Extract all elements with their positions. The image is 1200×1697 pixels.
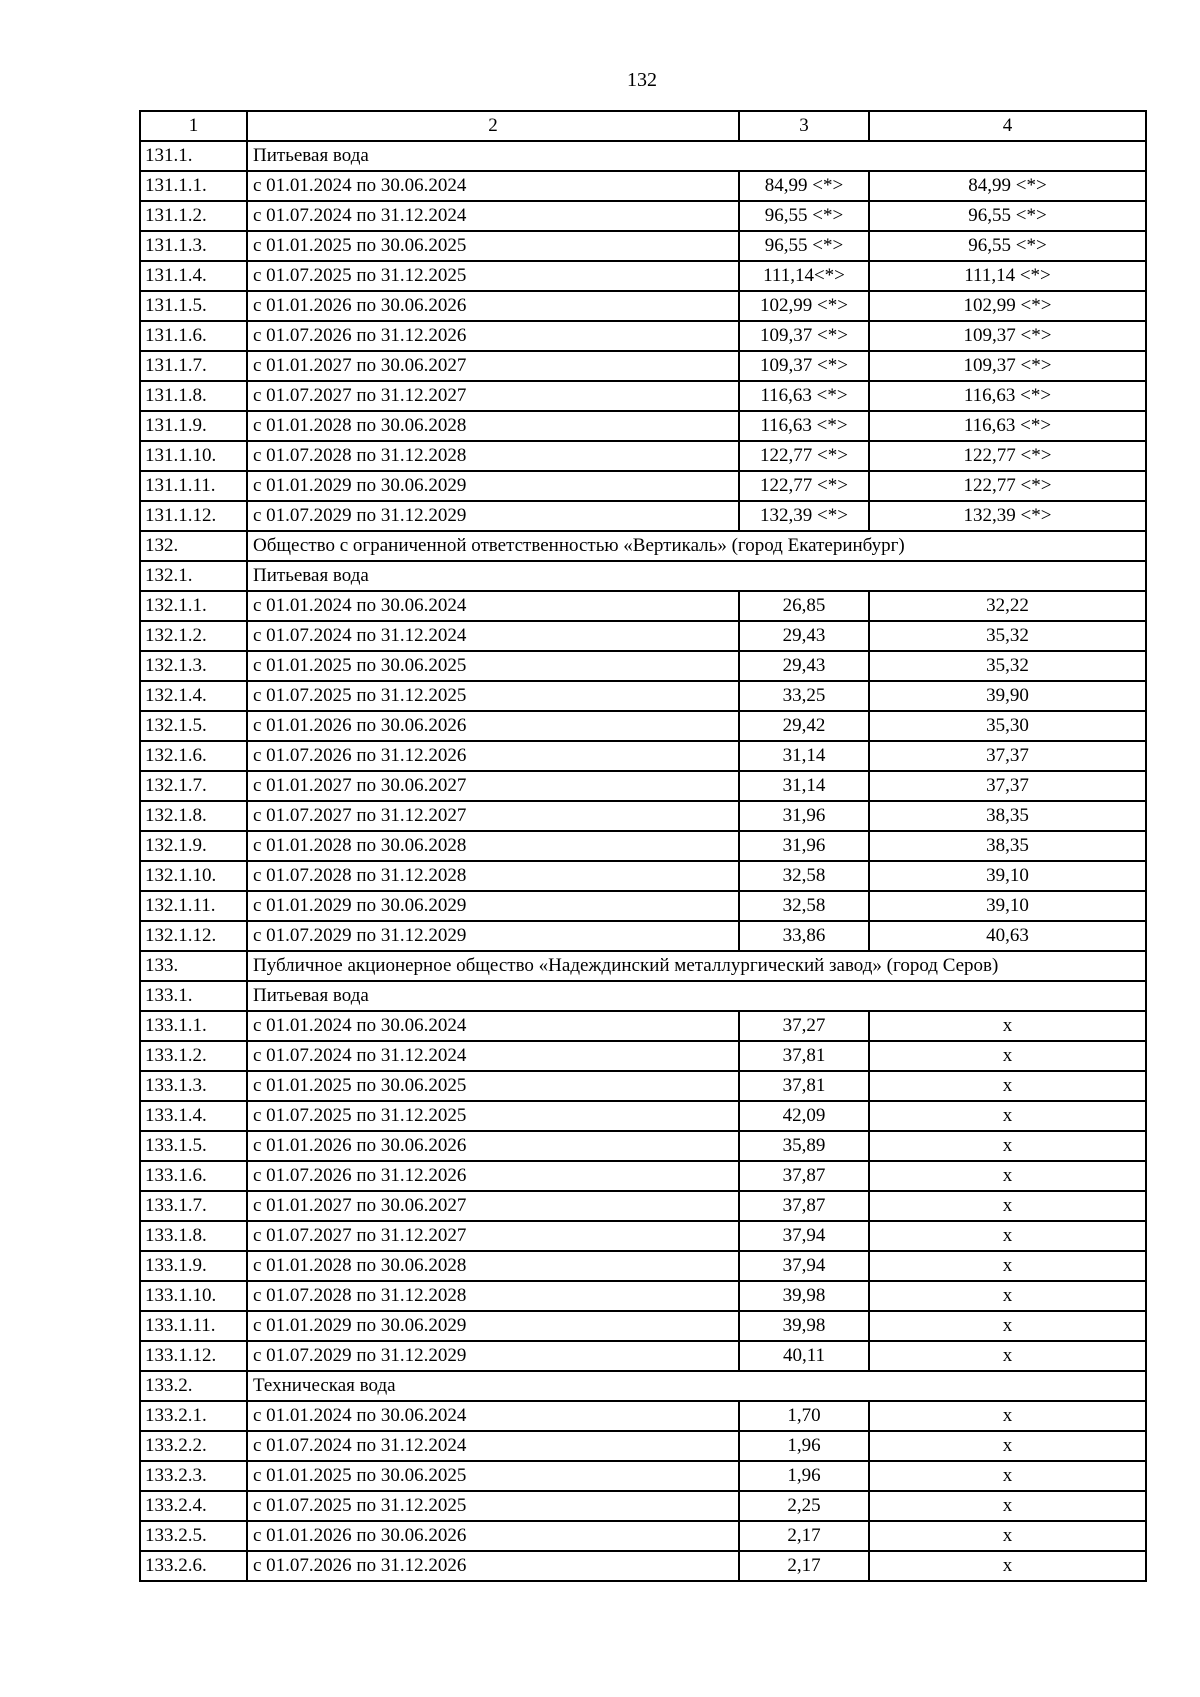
data-row (140, 651, 1146, 681)
period-cell: с 01.07.2024 по 31.12.2024 (247, 1041, 739, 1071)
tariff-value-cell-3: 132,39 <*> (739, 501, 869, 531)
data-row (140, 921, 1146, 951)
period-cell: с 01.01.2028 по 30.06.2028 (247, 831, 739, 861)
row-number-cell: 133.1.7. (140, 1191, 247, 1221)
period-cell: с 01.01.2025 по 30.06.2025 (247, 1071, 739, 1101)
tariff-value-cell-4: х (869, 1011, 1146, 1041)
data-row (140, 621, 1146, 651)
period-cell: с 01.07.2024 по 31.12.2024 (247, 201, 739, 231)
data-row (140, 1101, 1146, 1131)
row-number-cell: 133.2.3. (140, 1461, 247, 1491)
data-row (140, 1551, 1146, 1581)
period-cell: с 01.07.2027 по 31.12.2027 (247, 381, 739, 411)
row-number-cell: 131.1.11. (140, 471, 247, 501)
row-number-cell: 132.1.1. (140, 591, 247, 621)
row-number-cell: 133.1.3. (140, 1071, 247, 1101)
period-cell: с 01.07.2025 по 31.12.2025 (247, 261, 739, 291)
period-cell: с 01.07.2025 по 31.12.2025 (247, 681, 739, 711)
tariff-value-cell-4: х (869, 1431, 1146, 1461)
period-cell: с 01.07.2025 по 31.12.2025 (247, 1491, 739, 1521)
data-row (140, 351, 1146, 381)
section-title-cell: Техническая вода (247, 1371, 1146, 1401)
row-number-cell: 132.1.2. (140, 621, 247, 651)
tariff-value-cell-4: х (869, 1251, 1146, 1281)
tariff-value-cell-4: х (869, 1191, 1146, 1221)
data-row (140, 741, 1146, 771)
row-number-cell: 133.2.4. (140, 1491, 247, 1521)
data-row (140, 201, 1146, 231)
section-title-cell: Общество с ограниченной ответственностью «Вертикаль» (город Екатеринбург) (247, 531, 1146, 561)
tariff-value-cell-4: 39,10 (869, 861, 1146, 891)
period-cell: с 01.01.2027 по 30.06.2027 (247, 351, 739, 381)
data-row (140, 1491, 1146, 1521)
period-cell: с 01.01.2029 по 30.06.2029 (247, 891, 739, 921)
tariff-value-cell-4: 35,32 (869, 651, 1146, 681)
data-row (140, 681, 1146, 711)
row-number-cell: 132.1.11. (140, 891, 247, 921)
tariff-value-cell-4: х (869, 1281, 1146, 1311)
table-header-row (140, 111, 1146, 141)
period-cell: с 01.01.2026 по 30.06.2026 (247, 291, 739, 321)
period-cell: с 01.07.2028 по 31.12.2028 (247, 1281, 739, 1311)
tariff-value-cell-3: 37,94 (739, 1251, 869, 1281)
row-number-cell: 131.1.4. (140, 261, 247, 291)
tariff-value-cell-3: 2,17 (739, 1551, 869, 1581)
section-row (140, 561, 1146, 591)
tariff-value-cell-4: х (869, 1401, 1146, 1431)
period-cell: с 01.07.2029 по 31.12.2029 (247, 921, 739, 951)
data-row (140, 1521, 1146, 1551)
tariff-value-cell-4: 132,39 <*> (869, 501, 1146, 531)
row-number-cell: 132.1.4. (140, 681, 247, 711)
period-cell: с 01.01.2024 по 30.06.2024 (247, 1011, 739, 1041)
tariff-value-cell-4: х (869, 1041, 1146, 1071)
tariff-value-cell-3: 31,96 (739, 801, 869, 831)
row-number-cell: 132.1.10. (140, 861, 247, 891)
period-cell: с 01.07.2025 по 31.12.2025 (247, 1101, 739, 1131)
tariff-value-cell-3: 33,86 (739, 921, 869, 951)
period-cell: с 01.01.2025 по 30.06.2025 (247, 1461, 739, 1491)
period-cell: с 01.07.2024 по 31.12.2024 (247, 621, 739, 651)
period-cell: с 01.07.2026 по 31.12.2026 (247, 741, 739, 771)
tariff-value-cell-4: 84,99 <*> (869, 171, 1146, 201)
period-cell: с 01.01.2026 по 30.06.2026 (247, 1131, 739, 1161)
row-number-cell: 133.1.5. (140, 1131, 247, 1161)
data-row (140, 801, 1146, 831)
tariff-value-cell-3: 42,09 (739, 1101, 869, 1131)
tariff-value-cell-4: 35,32 (869, 621, 1146, 651)
tariff-value-cell-4: 109,37 <*> (869, 351, 1146, 381)
row-number-cell: 131.1.10. (140, 441, 247, 471)
column-header-4: 4 (869, 111, 1146, 141)
row-number-cell: 132. (140, 531, 247, 561)
tariff-value-cell-4: х (869, 1161, 1146, 1191)
period-cell: с 01.01.2026 по 30.06.2026 (247, 1521, 739, 1551)
tariff-value-cell-4: 116,63 <*> (869, 381, 1146, 411)
tariff-value-cell-3: 96,55 <*> (739, 231, 869, 261)
tariff-value-cell-4: 122,77 <*> (869, 441, 1146, 471)
data-row (140, 381, 1146, 411)
tariff-value-cell-3: 37,27 (739, 1011, 869, 1041)
tariff-value-cell-4: х (869, 1491, 1146, 1521)
row-number-cell: 133.1.10. (140, 1281, 247, 1311)
tariff-value-cell-3: 37,81 (739, 1071, 869, 1101)
row-number-cell: 133.2. (140, 1371, 247, 1401)
row-number-cell: 131.1.3. (140, 231, 247, 261)
tariff-value-cell-3: 96,55 <*> (739, 201, 869, 231)
data-row (140, 711, 1146, 741)
tariff-value-cell-4: 122,77 <*> (869, 471, 1146, 501)
tariff-value-cell-4: х (869, 1551, 1146, 1581)
tariff-value-cell-4: 39,10 (869, 891, 1146, 921)
tariff-value-cell-4: 102,99 <*> (869, 291, 1146, 321)
data-row (140, 321, 1146, 351)
period-cell: с 01.07.2026 по 31.12.2026 (247, 1551, 739, 1581)
section-row (140, 981, 1146, 1011)
row-number-cell: 133.1.4. (140, 1101, 247, 1131)
data-row (140, 1131, 1146, 1161)
tariff-value-cell-4: 111,14 <*> (869, 261, 1146, 291)
tariff-value-cell-4: 116,63 <*> (869, 411, 1146, 441)
row-number-cell: 133. (140, 951, 247, 981)
data-row (140, 231, 1146, 261)
section-title-cell: Питьевая вода (247, 981, 1146, 1011)
row-number-cell: 131.1.9. (140, 411, 247, 441)
section-title-cell: Питьевая вода (247, 561, 1146, 591)
period-cell: с 01.07.2028 по 31.12.2028 (247, 861, 739, 891)
tariff-value-cell-4: х (869, 1341, 1146, 1371)
data-row (140, 861, 1146, 891)
data-row (140, 771, 1146, 801)
data-row (140, 1221, 1146, 1251)
data-row (140, 831, 1146, 861)
row-number-cell: 132.1.3. (140, 651, 247, 681)
tariff-value-cell-4: 96,55 <*> (869, 201, 1146, 231)
tariff-value-cell-3: 37,87 (739, 1191, 869, 1221)
tariff-value-cell-4: х (869, 1521, 1146, 1551)
row-number-cell: 131.1. (140, 141, 247, 171)
data-row (140, 1281, 1146, 1311)
tariff-value-cell-4: 37,37 (869, 741, 1146, 771)
tariff-value-cell-3: 31,14 (739, 741, 869, 771)
row-number-cell: 133.2.1. (140, 1401, 247, 1431)
data-row (140, 591, 1146, 621)
row-number-cell: 133.1.1. (140, 1011, 247, 1041)
tariff-value-cell-3: 37,87 (739, 1161, 869, 1191)
tariff-value-cell-4: 38,35 (869, 801, 1146, 831)
row-number-cell: 132.1.8. (140, 801, 247, 831)
row-number-cell: 133.1.8. (140, 1221, 247, 1251)
row-number-cell: 131.1.1. (140, 171, 247, 201)
tariff-value-cell-4: х (869, 1221, 1146, 1251)
column-header-3: 3 (739, 111, 869, 141)
tariff-value-cell-3: 31,96 (739, 831, 869, 861)
tariff-value-cell-4: х (869, 1131, 1146, 1161)
data-row (140, 501, 1146, 531)
tariff-value-cell-4: 35,30 (869, 711, 1146, 741)
data-row (140, 1461, 1146, 1491)
row-number-cell: 131.1.5. (140, 291, 247, 321)
data-row (140, 441, 1146, 471)
tariff-value-cell-4: 39,90 (869, 681, 1146, 711)
period-cell: с 01.01.2029 по 30.06.2029 (247, 1311, 739, 1341)
tariff-value-cell-4: 109,37 <*> (869, 321, 1146, 351)
period-cell: с 01.07.2028 по 31.12.2028 (247, 441, 739, 471)
tariff-value-cell-3: 1,96 (739, 1431, 869, 1461)
section-title-cell: Питьевая вода (247, 141, 1146, 171)
row-number-cell: 132.1.6. (140, 741, 247, 771)
data-row (140, 891, 1146, 921)
period-cell: с 01.01.2024 по 30.06.2024 (247, 591, 739, 621)
column-header-2: 2 (247, 111, 739, 141)
row-number-cell: 133.2.6. (140, 1551, 247, 1581)
period-cell: с 01.01.2028 по 30.06.2028 (247, 411, 739, 441)
period-cell: с 01.01.2026 по 30.06.2026 (247, 711, 739, 741)
row-number-cell: 131.1.2. (140, 201, 247, 231)
table-body (140, 141, 1146, 1581)
data-row (140, 1251, 1146, 1281)
row-number-cell: 132.1. (140, 561, 247, 591)
tariff-value-cell-4: 37,37 (869, 771, 1146, 801)
row-number-cell: 131.1.8. (140, 381, 247, 411)
period-cell: с 01.07.2027 по 31.12.2027 (247, 801, 739, 831)
period-cell: с 01.07.2026 по 31.12.2026 (247, 1161, 739, 1191)
row-number-cell: 133.2.5. (140, 1521, 247, 1551)
tariff-value-cell-3: 29,42 (739, 711, 869, 741)
tariff-value-cell-3: 1,96 (739, 1461, 869, 1491)
tariff-value-cell-4: 38,35 (869, 831, 1146, 861)
tariff-value-cell-3: 33,25 (739, 681, 869, 711)
tariff-value-cell-3: 29,43 (739, 621, 869, 651)
data-row (140, 261, 1146, 291)
row-number-cell: 133.1.12. (140, 1341, 247, 1371)
row-number-cell: 133.1.11. (140, 1311, 247, 1341)
data-row (140, 1401, 1146, 1431)
data-row (140, 471, 1146, 501)
period-cell: с 01.07.2026 по 31.12.2026 (247, 321, 739, 351)
tariff-value-cell-4: 32,22 (869, 591, 1146, 621)
data-row (140, 171, 1146, 201)
period-cell: с 01.07.2024 по 31.12.2024 (247, 1431, 739, 1461)
period-cell: с 01.01.2029 по 30.06.2029 (247, 471, 739, 501)
row-number-cell: 133.2.2. (140, 1431, 247, 1461)
period-cell: с 01.01.2027 по 30.06.2027 (247, 1191, 739, 1221)
tariff-value-cell-3: 102,99 <*> (739, 291, 869, 321)
page-number: 132 (627, 69, 657, 91)
tariff-value-cell-3: 39,98 (739, 1281, 869, 1311)
row-number-cell: 133.1. (140, 981, 247, 1011)
section-title-cell: Публичное акционерное общество «Надеждинский металлургический завод» (город Серов) (247, 951, 1146, 981)
row-number-cell: 133.1.9. (140, 1251, 247, 1281)
data-row (140, 1041, 1146, 1071)
row-number-cell: 131.1.6. (140, 321, 247, 351)
section-row (140, 1371, 1146, 1401)
tariff-value-cell-3: 37,94 (739, 1221, 869, 1251)
tariff-value-cell-3: 116,63 <*> (739, 381, 869, 411)
row-number-cell: 131.1.7. (140, 351, 247, 381)
period-cell: с 01.07.2029 по 31.12.2029 (247, 1341, 739, 1371)
tariff-table (139, 110, 1147, 1582)
tariff-value-cell-4: х (869, 1101, 1146, 1131)
row-number-cell: 131.1.12. (140, 501, 247, 531)
section-row (140, 951, 1146, 981)
period-cell: с 01.01.2025 по 30.06.2025 (247, 231, 739, 261)
section-row (140, 141, 1146, 171)
tariff-value-cell-3: 1,70 (739, 1401, 869, 1431)
data-row (140, 1071, 1146, 1101)
tariff-value-cell-3: 35,89 (739, 1131, 869, 1161)
tariff-value-cell-4: 96,55 <*> (869, 231, 1146, 261)
period-cell: с 01.01.2027 по 30.06.2027 (247, 771, 739, 801)
tariff-value-cell-3: 37,81 (739, 1041, 869, 1071)
tariff-value-cell-3: 109,37 <*> (739, 351, 869, 381)
tariff-value-cell-3: 116,63 <*> (739, 411, 869, 441)
tariff-value-cell-3: 111,14<*> (739, 261, 869, 291)
tariff-value-cell-4: х (869, 1071, 1146, 1101)
data-row (140, 1011, 1146, 1041)
row-number-cell: 132.1.12. (140, 921, 247, 951)
data-row (140, 1341, 1146, 1371)
data-row (140, 1191, 1146, 1221)
data-row (140, 411, 1146, 441)
data-row (140, 1311, 1146, 1341)
tariff-value-cell-3: 2,17 (739, 1521, 869, 1551)
period-cell: с 01.01.2028 по 30.06.2028 (247, 1251, 739, 1281)
data-row (140, 291, 1146, 321)
tariff-value-cell-3: 29,43 (739, 651, 869, 681)
tariff-value-cell-3: 39,98 (739, 1311, 869, 1341)
tariff-value-cell-3: 31,14 (739, 771, 869, 801)
tariff-value-cell-3: 84,99 <*> (739, 171, 869, 201)
section-row (140, 531, 1146, 561)
tariff-value-cell-3: 26,85 (739, 591, 869, 621)
period-cell: с 01.07.2029 по 31.12.2029 (247, 501, 739, 531)
column-header-1: 1 (140, 111, 247, 141)
period-cell: с 01.07.2027 по 31.12.2027 (247, 1221, 739, 1251)
row-number-cell: 132.1.5. (140, 711, 247, 741)
row-number-cell: 132.1.9. (140, 831, 247, 861)
tariff-value-cell-3: 109,37 <*> (739, 321, 869, 351)
tariff-value-cell-4: х (869, 1311, 1146, 1341)
period-cell: с 01.01.2024 по 30.06.2024 (247, 1401, 739, 1431)
tariff-value-cell-3: 40,11 (739, 1341, 869, 1371)
period-cell: с 01.01.2024 по 30.06.2024 (247, 171, 739, 201)
row-number-cell: 133.1.2. (140, 1041, 247, 1071)
row-number-cell: 132.1.7. (140, 771, 247, 801)
tariff-value-cell-3: 122,77 <*> (739, 471, 869, 501)
period-cell: с 01.01.2025 по 30.06.2025 (247, 651, 739, 681)
data-row (140, 1161, 1146, 1191)
tariff-value-cell-4: х (869, 1461, 1146, 1491)
data-row (140, 1431, 1146, 1461)
tariff-value-cell-4: 40,63 (869, 921, 1146, 951)
tariff-value-cell-3: 32,58 (739, 861, 869, 891)
tariff-value-cell-3: 2,25 (739, 1491, 869, 1521)
tariff-value-cell-3: 32,58 (739, 891, 869, 921)
row-number-cell: 133.1.6. (140, 1161, 247, 1191)
tariff-value-cell-3: 122,77 <*> (739, 441, 869, 471)
